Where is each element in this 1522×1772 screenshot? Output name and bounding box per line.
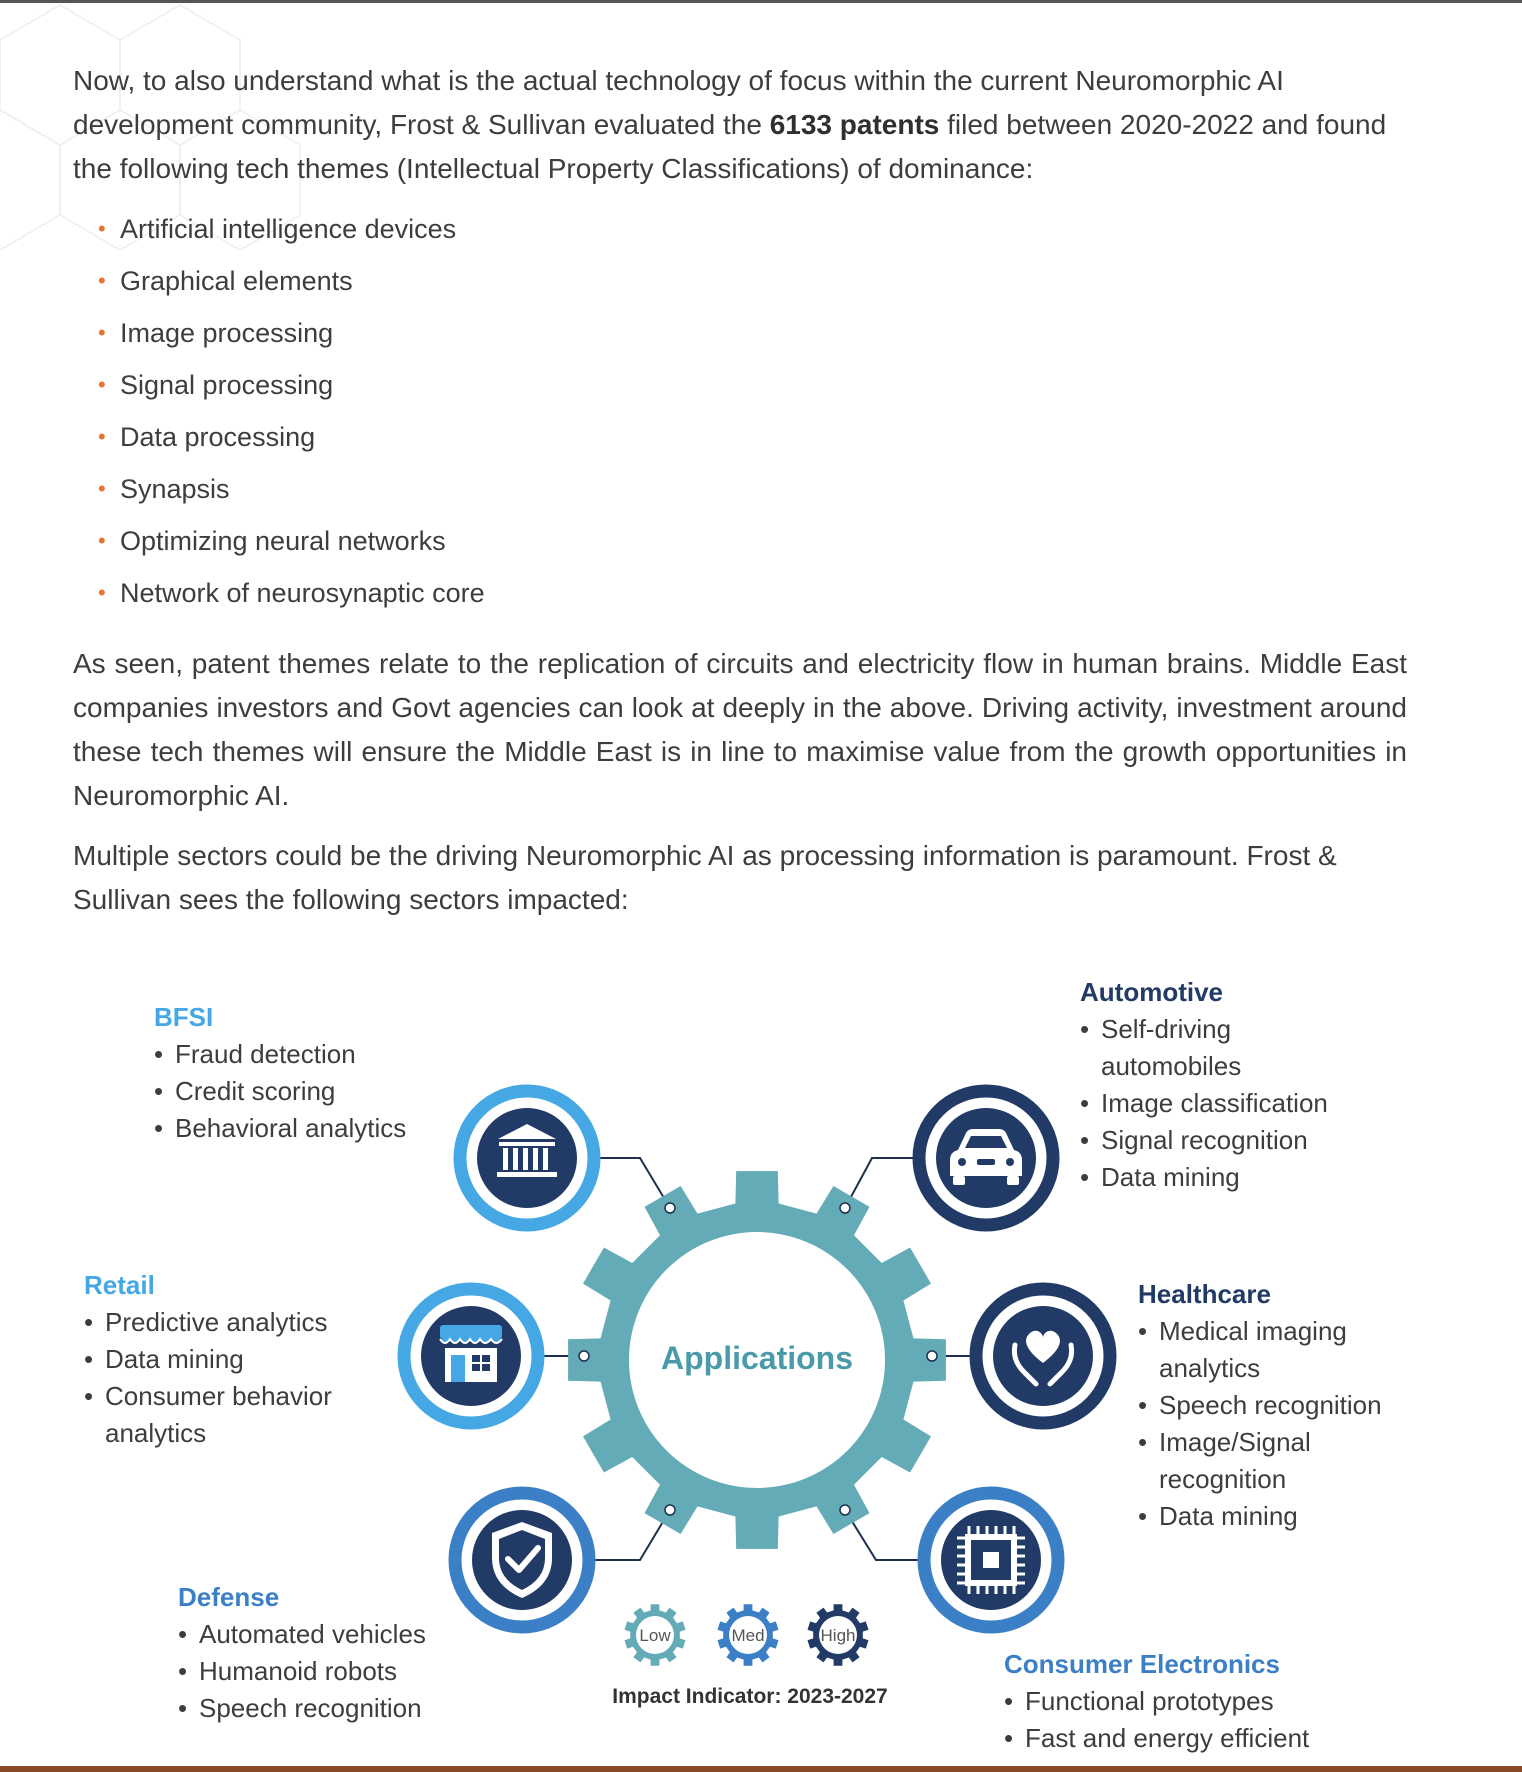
sector-title: BFSI (154, 1002, 214, 1032)
impact-med-label: Med (731, 1626, 765, 1645)
list-item: • Consumer behavior analytics (84, 1381, 332, 1448)
list-item: • Network of neurosynaptic core (98, 578, 485, 608)
list-item: • Artificial intelligence devices (98, 214, 457, 244)
list-item: • Optimizing neural networks (98, 526, 446, 556)
impact-high-label: High (820, 1626, 856, 1645)
sector-automotive (1080, 973, 1370, 1196)
heart-hands-icon (976, 1289, 1110, 1423)
bottom-border (0, 1766, 1522, 1772)
bank-icon (460, 1091, 594, 1225)
list-item: • Fast and energy efficient (1004, 1723, 1310, 1753)
sector-healthcare (1138, 1275, 1408, 1535)
center-label: Applications (660, 1340, 854, 1376)
list-item: • Credit scoring (154, 1076, 336, 1106)
list-item: • Speech recognition (1138, 1390, 1382, 1420)
list-item: • Graphical elements (98, 266, 353, 296)
list-item: • Image processing (98, 318, 334, 348)
list-item: • Signal processing (98, 370, 334, 400)
list-item: • Data mining (84, 1344, 244, 1374)
sector-title: Automotive (1080, 977, 1223, 1007)
store-icon (404, 1289, 538, 1423)
list-item: • Predictive analytics (84, 1307, 328, 1337)
list-item: • Data processing (98, 422, 316, 452)
sector-title: Retail (84, 1270, 155, 1300)
sectors-intro-paragraph: Multiple sectors could be the driving Neuromorphic AI as processing information is paramount. Frost & Sullivan sees the following sectors impacted: (73, 840, 1337, 915)
sector-bfsi (154, 998, 406, 1147)
list-item: • Image/Signal recognition (1138, 1427, 1311, 1494)
sector-defense (178, 1578, 426, 1727)
sector-retail (84, 1266, 374, 1452)
car-icon (919, 1091, 1053, 1225)
list-item: • Automated vehicles (178, 1619, 426, 1649)
list-item: • Signal recognition (1080, 1125, 1308, 1155)
list-item: • Image classification (1080, 1088, 1328, 1118)
list-item: • Data mining (1080, 1162, 1240, 1192)
chip-icon (924, 1493, 1058, 1627)
list-item: • Speech recognition (178, 1693, 422, 1723)
patent-count: 6133 patents (769, 109, 940, 140)
shield-check-icon (455, 1493, 589, 1627)
sector-consumer-electronics (1004, 1645, 1344, 1757)
sector-title: Healthcare (1138, 1279, 1271, 1309)
intro-paragraph: Now, to also understand what is the actual technology of focus within the current Neuromorphic AI development community, Frost & Sullivan evaluated the 6133 patents filed between 2020-2022 and found the following tech themes (Intellectual Property Classifications) of dominance: (73, 65, 1387, 184)
impact-low-label: Low (639, 1626, 671, 1645)
sector-title: Defense (178, 1582, 280, 1612)
impact-indicator-label: Impact Indicator: 2023-2027 (612, 1685, 888, 1708)
list-item: • Humanoid robots (178, 1656, 397, 1686)
list-item: • Self-driving automobiles (1080, 1014, 1242, 1081)
list-item: • Fraud detection (154, 1039, 356, 1069)
list-item: • Medical imaging analytics (1138, 1316, 1347, 1383)
list-item: • Data mining (1138, 1501, 1298, 1531)
list-item: • Synapsis (98, 474, 230, 504)
list-item: • Behavioral analytics (154, 1113, 407, 1143)
list-item: • Functional prototypes (1004, 1686, 1274, 1716)
sector-title: Consumer Electronics (1004, 1649, 1280, 1679)
analysis-paragraph: As seen, patent themes relate to the replication of circuits and electricity flow in human brains. Middle East companies investors and Govt agencies can look at deeply in the above. Driving activity, investment around these tech themes will ensure the Middle East is in line to maximise value from the growth opportunities in Neuromorphic AI. (73, 648, 1407, 811)
